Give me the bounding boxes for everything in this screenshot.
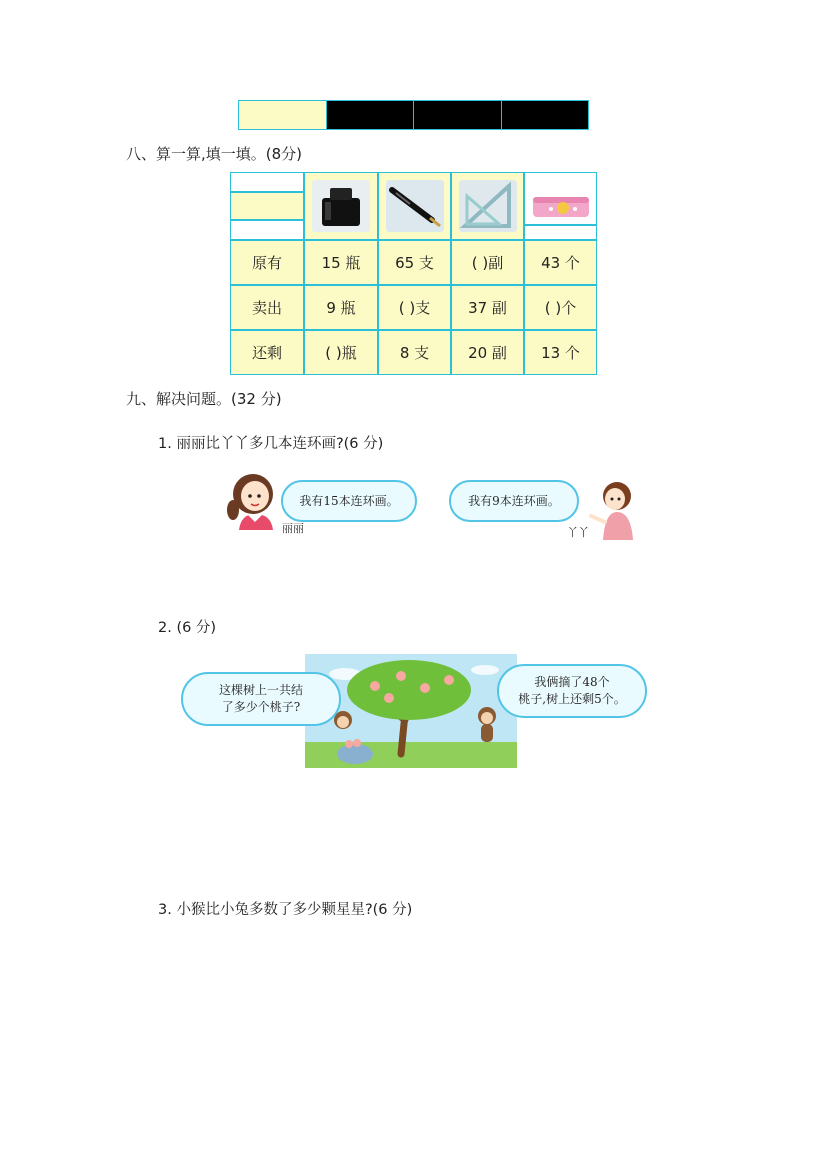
table-cell: 65 支 [378,240,451,285]
speech-bubble-monkey-right [497,664,647,718]
name-label-lili: 丽丽 [282,522,304,535]
table-cell-blank[interactable]: ( )瓶 [304,330,378,375]
row-label-remaining: 还剩 [230,330,304,375]
pencil-case-icon [531,191,591,221]
table-cell: 20 副 [451,330,524,375]
row-label-original: 原有 [230,240,304,285]
bubble-text: 我有15本连环画。 [299,493,399,508]
name-label-yaya: 丫丫 [567,526,589,539]
strip-cell [239,101,326,129]
fountain-pen-icon [386,180,444,232]
section8-heading: 八、算一算,填一填。(8分) [126,145,303,163]
table-cell: 9 瓶 [304,285,378,330]
strip-cell [326,101,414,129]
fill-table [230,172,597,375]
question-3: 3. 小猴比小兔多数了多少颗星星?(6 分) [158,902,413,918]
section9-heading: 九、解决问题。(32 分) [126,390,282,408]
ink-bottle-cell [304,172,378,240]
row-label-sold: 卖出 [230,285,304,330]
ink-bottle-icon [312,180,370,232]
table-cell-blank[interactable]: ( )个 [524,285,597,330]
bubble-line: 桃子,树上还剩5个。 [518,692,626,706]
girl-lili-illustration [225,470,283,530]
set-square-icon [459,180,517,232]
header-blank-cell [524,225,597,240]
speech-bubble-monkey-left [181,672,341,726]
fountain-pen-cell [378,172,451,240]
table-cell: 15 瓶 [304,240,378,285]
table-cell: 43 个 [524,240,597,285]
table-cell: 13 个 [524,330,597,375]
bubble-text-block [219,682,303,716]
bubble-text-block [518,674,625,708]
set-square-cell [451,172,524,240]
table-cell-blank[interactable]: ( )支 [378,285,451,330]
girl-yaya-illustration [585,478,641,540]
header-blank-cell [230,192,304,220]
speech-bubble-lili [281,480,417,522]
speech-bubble-yaya [449,480,579,522]
table-cell: 37 副 [451,285,524,330]
table-cell: 8 支 [378,330,451,375]
table-cell-blank[interactable]: ( )副 [451,240,524,285]
strip-cell [501,101,589,129]
question-2: 2. (6 分) [158,620,217,636]
bubble-text: 我有9本连环画。 [468,493,560,508]
header-blank-cell [230,220,304,240]
header-blank-cell [230,172,304,192]
bubble-line: 这棵树上一共结 [218,683,303,697]
bubble-line: 了多少个桃子? [221,700,301,714]
pencil-case-cell [524,187,597,225]
strip-cell [413,101,501,129]
top-table-strip [238,100,589,130]
question-1: 1. 丽丽比丫丫多几本连环画?(6 分) [158,436,384,452]
bubble-line: 我俩摘了48个 [534,675,610,689]
